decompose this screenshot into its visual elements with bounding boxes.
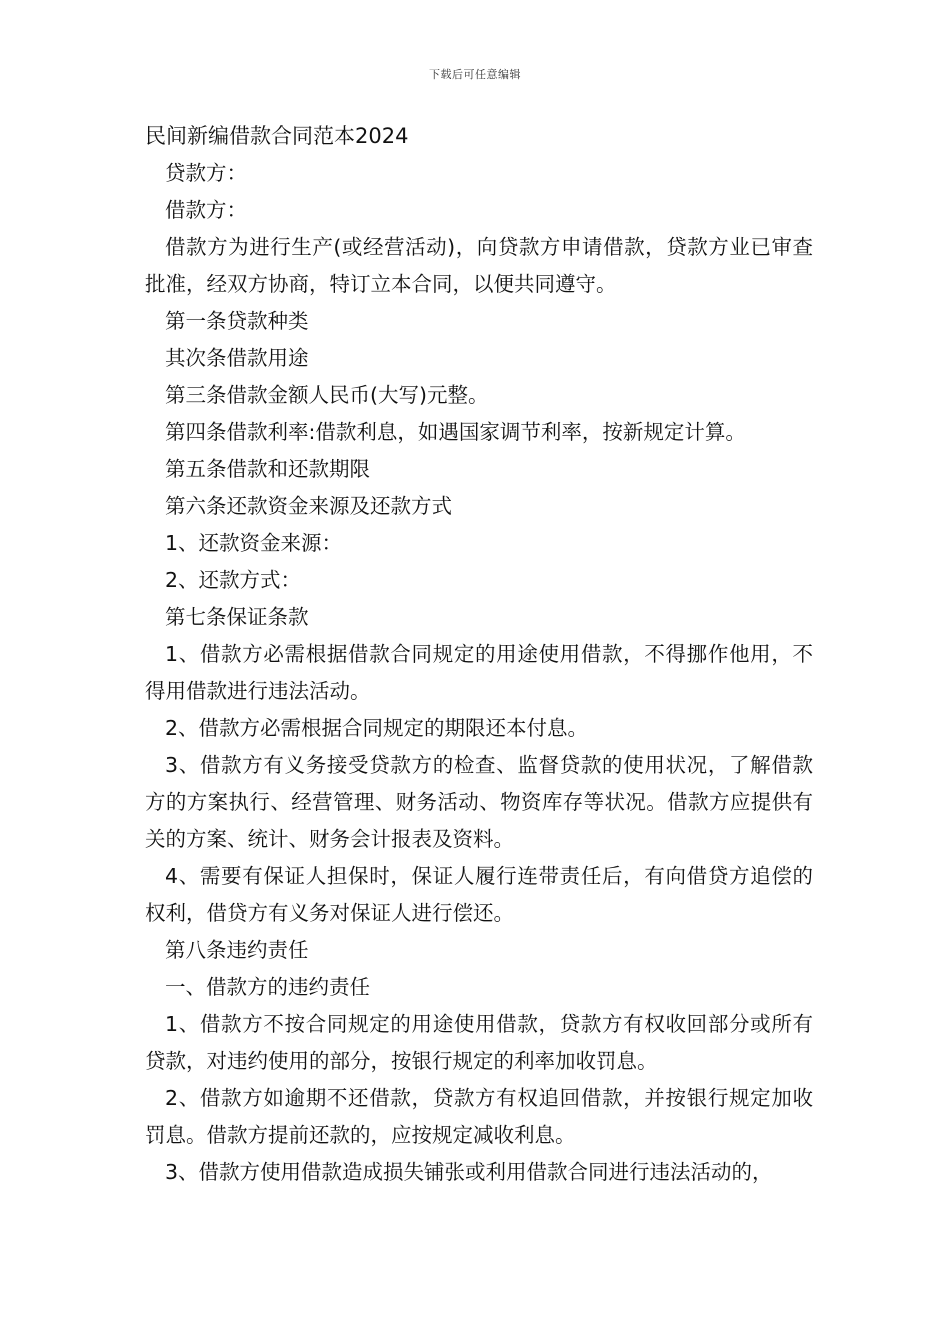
article-8-item-1: 1、借款方不按合同规定的用途使用借款，贷款方有权收回部分或所有贷款，对违约使用的部分，按银行规定的利率加收罚息。: [145, 1012, 813, 1073]
document-body: [145, 118, 813, 1191]
document-title: 民间新编借款合同范本2024: [145, 124, 409, 148]
article-7-item-1: 1、借款方必需根据借款合同规定的用途使用借款，不得挪作他用，不得用借款进行违法活动。: [145, 642, 813, 703]
article-6-item-1: 1、还款资金来源：: [165, 531, 343, 555]
paragraph-lender: 贷款方：: [165, 161, 247, 185]
article-7-item-3: 3、借款方有义务接受贷款方的检查、监督贷款的使用状况，了解借款方的方案执行、经营管理、财务活动、物资库存等状况。借款方应提供有关的方案、统计、财务会计报表及资料。: [145, 753, 813, 851]
article-8-item-3: 3、借款方使用借款造成损失铺张或利用借款合同进行违法活动的，: [165, 1160, 773, 1184]
article-7-item-2: 2、借款方必需根据合同规定的期限还本付息。: [165, 716, 589, 740]
article-6-item-2: 2、还款方式：: [165, 568, 302, 592]
article-1-heading: 第一条贷款种类: [165, 309, 309, 333]
article-3-amount: 第三条借款金额人民币(大写)元整。: [165, 383, 489, 407]
article-6-heading: 第六条还款资金来源及还款方式: [165, 494, 452, 518]
article-7-item-4: 4、需要有保证人担保时，保证人履行连带责任后，有向借贷方追偿的权利，借贷方有义务对保证人进行偿还。: [145, 864, 813, 925]
article-8-heading: 第八条违约责任: [165, 938, 309, 962]
article-8-section-1-heading: 一、借款方的违约责任: [165, 975, 370, 999]
paragraph-borrower: 借款方：: [165, 198, 247, 222]
paragraph-preamble: 借款方为进行生产(或经营活动)，向贷款方申请借款，贷款方业已审查批准，经双方协商，特订立本合同，以便共同遵守。: [145, 235, 813, 296]
article-7-heading: 第七条保证条款: [165, 605, 309, 629]
article-4-interest: 第四条借款利率:借款利息，如遇国家调节利率，按新规定计算。: [165, 420, 746, 444]
article-8-item-2: 2、借款方如逾期不还借款，贷款方有权追回借款，并按银行规定加收罚息。借款方提前还款的，应按规定减收利息。: [145, 1086, 813, 1147]
article-5-heading: 第五条借款和还款期限: [165, 457, 370, 481]
page-header-note: 下载后可任意编辑: [429, 68, 521, 81]
article-2-heading: 其次条借款用途: [165, 346, 309, 370]
